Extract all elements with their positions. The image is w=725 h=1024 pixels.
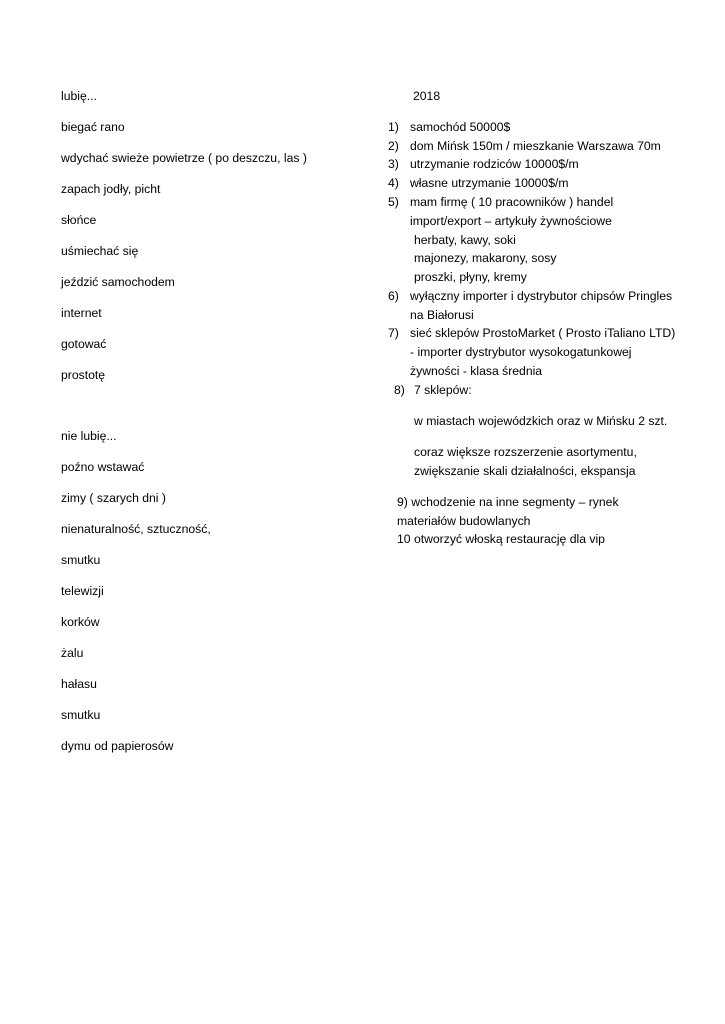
dislikes-item: nienaturalność, sztuczność, <box>61 522 211 536</box>
likes-item: wdychać swieże powietrze ( po deszczu, las ) <box>61 151 307 165</box>
dislikes-item: hałasu <box>61 677 97 691</box>
plan-line: 9) wchodzenie na inne segmenty – rynek <box>397 495 619 509</box>
plan-number: 1) <box>388 120 399 134</box>
likes-item: jeździć samochodem <box>61 275 175 289</box>
plan-line: zwiększanie skali działalności, ekspansja <box>414 464 636 478</box>
likes-item: słońce <box>61 213 97 227</box>
plan-line: herbaty, kawy, soki <box>414 233 516 247</box>
dislikes-item: żalu <box>61 646 84 660</box>
likes-item: zapach jodły, picht <box>61 182 161 196</box>
plan-line: proszki, płyny, kremy <box>414 270 527 284</box>
plan-line: w miastach wojewódzkich oraz w Mińsku 2 szt. <box>414 414 668 428</box>
plan-line: utrzymanie rodziców 10000$/m <box>410 157 579 171</box>
plan-line: na Białorusi <box>410 308 474 322</box>
plan-line: samochód 50000$ <box>410 120 511 134</box>
dislikes-item: korków <box>61 615 100 629</box>
plan-number: 7) <box>388 326 399 340</box>
plan-line: 10 otworzyć włoską restaurację dla vip <box>397 532 605 546</box>
plan-line: 7 sklepów: <box>414 383 472 397</box>
dislikes-item: smutku <box>61 553 101 567</box>
plan-number: 4) <box>388 176 399 190</box>
plan-line: wyłączny importer i dystrybutor chipsów Pringles <box>410 289 673 303</box>
dislikes-heading: nie lubię... <box>61 429 117 443</box>
likes-item: biegać rano <box>61 120 125 134</box>
plan-line: import/export – artykuły żywnościowe <box>410 214 612 228</box>
plan-number: 6) <box>388 289 399 303</box>
plan-line: mam firmę ( 10 pracowników ) handel <box>410 195 614 209</box>
plan-number: 5) <box>388 195 399 209</box>
dislikes-item: dymu od papierosów <box>61 739 174 753</box>
plan-year: 2018 <box>413 89 441 103</box>
likes-item: prostotę <box>61 368 106 382</box>
plan-line: coraz większe rozszerzenie asortymentu, <box>414 445 637 459</box>
plan-number: 8) <box>394 383 405 397</box>
likes-item: uśmiechać się <box>61 244 139 258</box>
plan-line: - importer dystrybutor wysokogatunkowej <box>410 345 632 359</box>
plan-number: 3) <box>388 157 399 171</box>
likes-heading: lubię... <box>61 89 97 103</box>
dislikes-item: poźno wstawać <box>61 460 145 474</box>
dislikes-item: smutku <box>61 708 101 722</box>
plan-line: własne utrzymanie 10000$/m <box>410 176 569 190</box>
likes-item: gotować <box>61 337 107 351</box>
likes-item: internet <box>61 306 102 320</box>
dislikes-item: zimy ( szarych dni ) <box>61 491 166 505</box>
dislikes-item: telewizji <box>61 584 104 598</box>
plan-number: 2) <box>388 139 399 153</box>
plan-line: majonezy, makarony, sosy <box>414 251 557 265</box>
plan-line: materiałów budowlanych <box>397 514 531 528</box>
plan-line: dom Mińsk 150m / mieszkanie Warszawa 70m <box>410 139 661 153</box>
plan-line: sieć sklepów ProstoMarket ( Prosto iTaliano LTD) <box>410 326 676 340</box>
plan-line: żywności - klasa średnia <box>410 364 543 378</box>
